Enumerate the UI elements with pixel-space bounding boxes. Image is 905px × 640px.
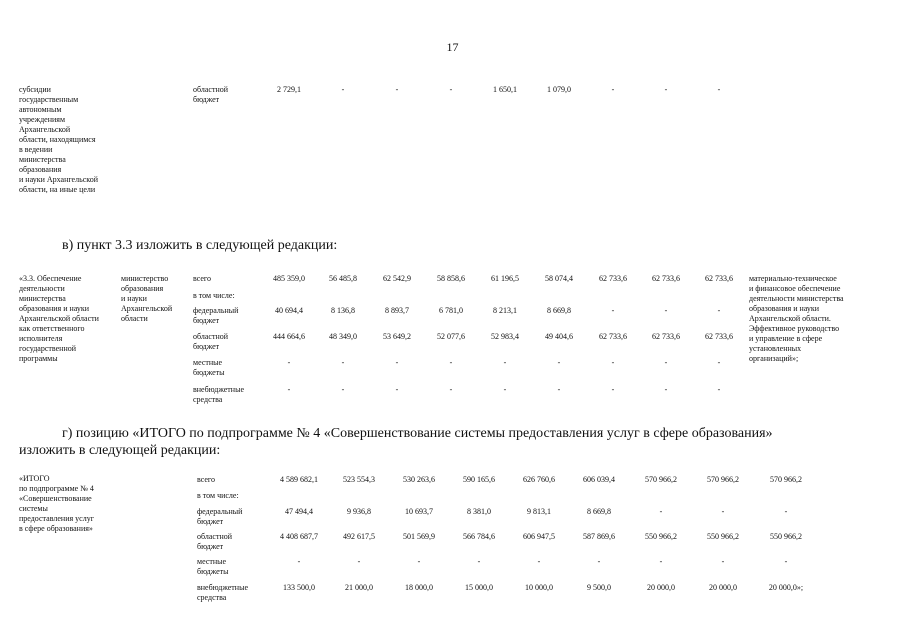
source-cell: федеральный бюджет xyxy=(193,306,239,325)
value-cell: - xyxy=(664,358,668,367)
value-cell: 52 983,4 xyxy=(491,332,519,341)
value-cell: - xyxy=(717,358,721,367)
value-cell: 590 165,6 xyxy=(463,475,495,484)
value-cell: - xyxy=(287,385,291,394)
value-cell: 523 554,3 xyxy=(343,475,375,484)
value-cell: 626 760,6 xyxy=(523,475,555,484)
value-cell: 9 813,1 xyxy=(527,507,551,516)
block1-label: субсидии государственным автономным учреждениям Архангельской области, находящимся в ведении министерства образования и науки Архангельской области, на иные цели xyxy=(19,85,99,194)
value-cell: - xyxy=(537,557,541,566)
value-cell: 61 196,5 xyxy=(491,274,519,283)
source-cell: в том числе: xyxy=(193,291,235,300)
value-cell: - xyxy=(341,85,345,94)
value-cell: 550 966,2 xyxy=(645,532,677,541)
value-cell: 570 966,2 xyxy=(645,475,677,484)
value-cell: 4 408 687,7 xyxy=(280,532,318,541)
value-cell: - xyxy=(717,306,721,315)
source-cell: внебюджетные средства xyxy=(193,385,244,404)
value-cell: 1 650,1 xyxy=(493,85,517,94)
value-cell: - xyxy=(477,557,481,566)
value-cell: 62 733,6 xyxy=(652,274,680,283)
value-cell: 15 000,0 xyxy=(465,583,493,592)
value-cell: - xyxy=(659,507,663,516)
heading-g-line1: г) позицию «ИТОГО по подпрограмме № 4 «Совершенствование системы предоставления услуг в сфере образования» xyxy=(62,426,773,441)
value-cell: - xyxy=(557,385,561,394)
page-number: 17 xyxy=(446,40,459,54)
value-cell: - xyxy=(611,306,615,315)
value-cell: 8 136,8 xyxy=(331,306,355,315)
value-cell: 40 694,4 xyxy=(275,306,303,315)
value-cell: 492 617,5 xyxy=(343,532,375,541)
block2-executor: министерство образования и науки Архангельской области xyxy=(121,274,173,323)
value-cell: 570 966,2 xyxy=(770,475,802,484)
value-cell: - xyxy=(611,385,615,394)
value-cell: 566 784,6 xyxy=(463,532,495,541)
value-cell: 10 693,7 xyxy=(405,507,433,516)
value-cell: - xyxy=(449,385,453,394)
heading-v: в) пункт 3.3 изложить в следующей редакции: xyxy=(62,238,338,253)
value-cell: - xyxy=(297,557,301,566)
value-cell: 444 664,6 xyxy=(273,332,305,341)
value-cell: 20 000,0»; xyxy=(768,583,804,592)
value-cell: 53 649,2 xyxy=(383,332,411,341)
value-cell: - xyxy=(664,385,668,394)
source-cell: местные бюджеты xyxy=(197,557,229,576)
value-cell: - xyxy=(784,507,788,516)
value-cell: 501 569,9 xyxy=(403,532,435,541)
value-cell: 2 729,1 xyxy=(277,85,301,94)
value-cell: 550 966,2 xyxy=(770,532,802,541)
value-cell: 6 781,0 xyxy=(439,306,463,315)
value-cell: 9 936,8 xyxy=(347,507,371,516)
value-cell: - xyxy=(449,85,453,94)
value-cell: 49 404,6 xyxy=(545,332,573,341)
value-cell: 8 893,7 xyxy=(385,306,409,315)
value-cell: 8 669,8 xyxy=(547,306,571,315)
value-cell: - xyxy=(417,557,421,566)
value-cell: 62 542,9 xyxy=(383,274,411,283)
value-cell: 62 733,6 xyxy=(652,332,680,341)
value-cell: 485 359,0 xyxy=(273,274,305,283)
source-cell: всего xyxy=(197,475,216,484)
value-cell: - xyxy=(341,358,345,367)
value-cell: - xyxy=(611,358,615,367)
value-cell: - xyxy=(395,85,399,94)
value-cell: 48 349,0 xyxy=(329,332,357,341)
value-cell: 56 485,8 xyxy=(329,274,357,283)
value-cell: - xyxy=(557,358,561,367)
value-cell: 550 966,2 xyxy=(707,532,739,541)
value-cell: - xyxy=(503,358,507,367)
value-cell: 4 589 682,1 xyxy=(280,475,318,484)
value-cell: 9 500,0 xyxy=(587,583,611,592)
value-cell: - xyxy=(341,385,345,394)
value-cell: - xyxy=(721,507,725,516)
value-cell: 1 079,0 xyxy=(547,85,571,94)
value-cell: 8 669,8 xyxy=(587,507,611,516)
value-cell: - xyxy=(659,557,663,566)
value-cell: 606 039,4 xyxy=(583,475,615,484)
source-cell: областной бюджет xyxy=(193,85,229,104)
value-cell: 21 000,0 xyxy=(345,583,373,592)
value-cell: 606 947,5 xyxy=(523,532,555,541)
value-cell: 8 213,1 xyxy=(493,306,517,315)
value-cell: 62 733,6 xyxy=(599,332,627,341)
value-cell: - xyxy=(287,358,291,367)
value-cell: 58 074,4 xyxy=(545,274,573,283)
value-cell: - xyxy=(717,385,721,394)
source-cell: внебюджетные средства xyxy=(197,583,248,602)
value-cell: - xyxy=(395,385,399,394)
block2-label: «3.3. Обеспечение деятельности министерства образования и науки Архангельской области как ответственного исполнителя государственной программы xyxy=(19,274,99,363)
value-cell: 62 733,6 xyxy=(705,274,733,283)
value-cell: - xyxy=(395,358,399,367)
value-cell: - xyxy=(717,85,721,94)
value-cell: - xyxy=(611,85,615,94)
value-cell: 58 858,6 xyxy=(437,274,465,283)
source-cell: в том числе: xyxy=(197,491,239,500)
value-cell: - xyxy=(597,557,601,566)
value-cell: - xyxy=(784,557,788,566)
value-cell: 133 500,0 xyxy=(283,583,315,592)
block3-label: «ИТОГО по подпрограмме № 4 «Совершенствование системы предоставления услуг в сфере образования» xyxy=(19,474,94,533)
value-cell: 587 869,6 xyxy=(583,532,615,541)
value-cell: - xyxy=(721,557,725,566)
source-cell: областной бюджет xyxy=(197,532,233,551)
value-cell: 62 733,6 xyxy=(705,332,733,341)
value-cell: 20 000,0 xyxy=(709,583,737,592)
value-cell: 47 494,4 xyxy=(285,507,313,516)
value-cell: 10 000,0 xyxy=(525,583,553,592)
source-cell: федеральный бюджет xyxy=(197,507,243,526)
value-cell: 570 966,2 xyxy=(707,475,739,484)
value-cell: 62 733,6 xyxy=(599,274,627,283)
heading-g-line2: изложить в следующей редакции: xyxy=(19,443,221,458)
source-cell: областной бюджет xyxy=(193,332,229,351)
value-cell: 8 381,0 xyxy=(467,507,491,516)
source-cell: всего xyxy=(193,274,212,283)
source-cell: местные бюджеты xyxy=(193,358,225,377)
value-cell: 18 000,0 xyxy=(405,583,433,592)
value-cell: - xyxy=(357,557,361,566)
value-cell: - xyxy=(449,358,453,367)
value-cell: 52 077,6 xyxy=(437,332,465,341)
block2-result: материально-техническое и финансовое обеспечение деятельности министерства образования и науки Архангельской области. Эффективное руководство и управление в сфере установленных организаций»; xyxy=(749,274,844,363)
value-cell: - xyxy=(664,85,668,94)
value-cell: - xyxy=(664,306,668,315)
value-cell: - xyxy=(503,385,507,394)
value-cell: 530 263,6 xyxy=(403,475,435,484)
value-cell: 20 000,0 xyxy=(647,583,675,592)
